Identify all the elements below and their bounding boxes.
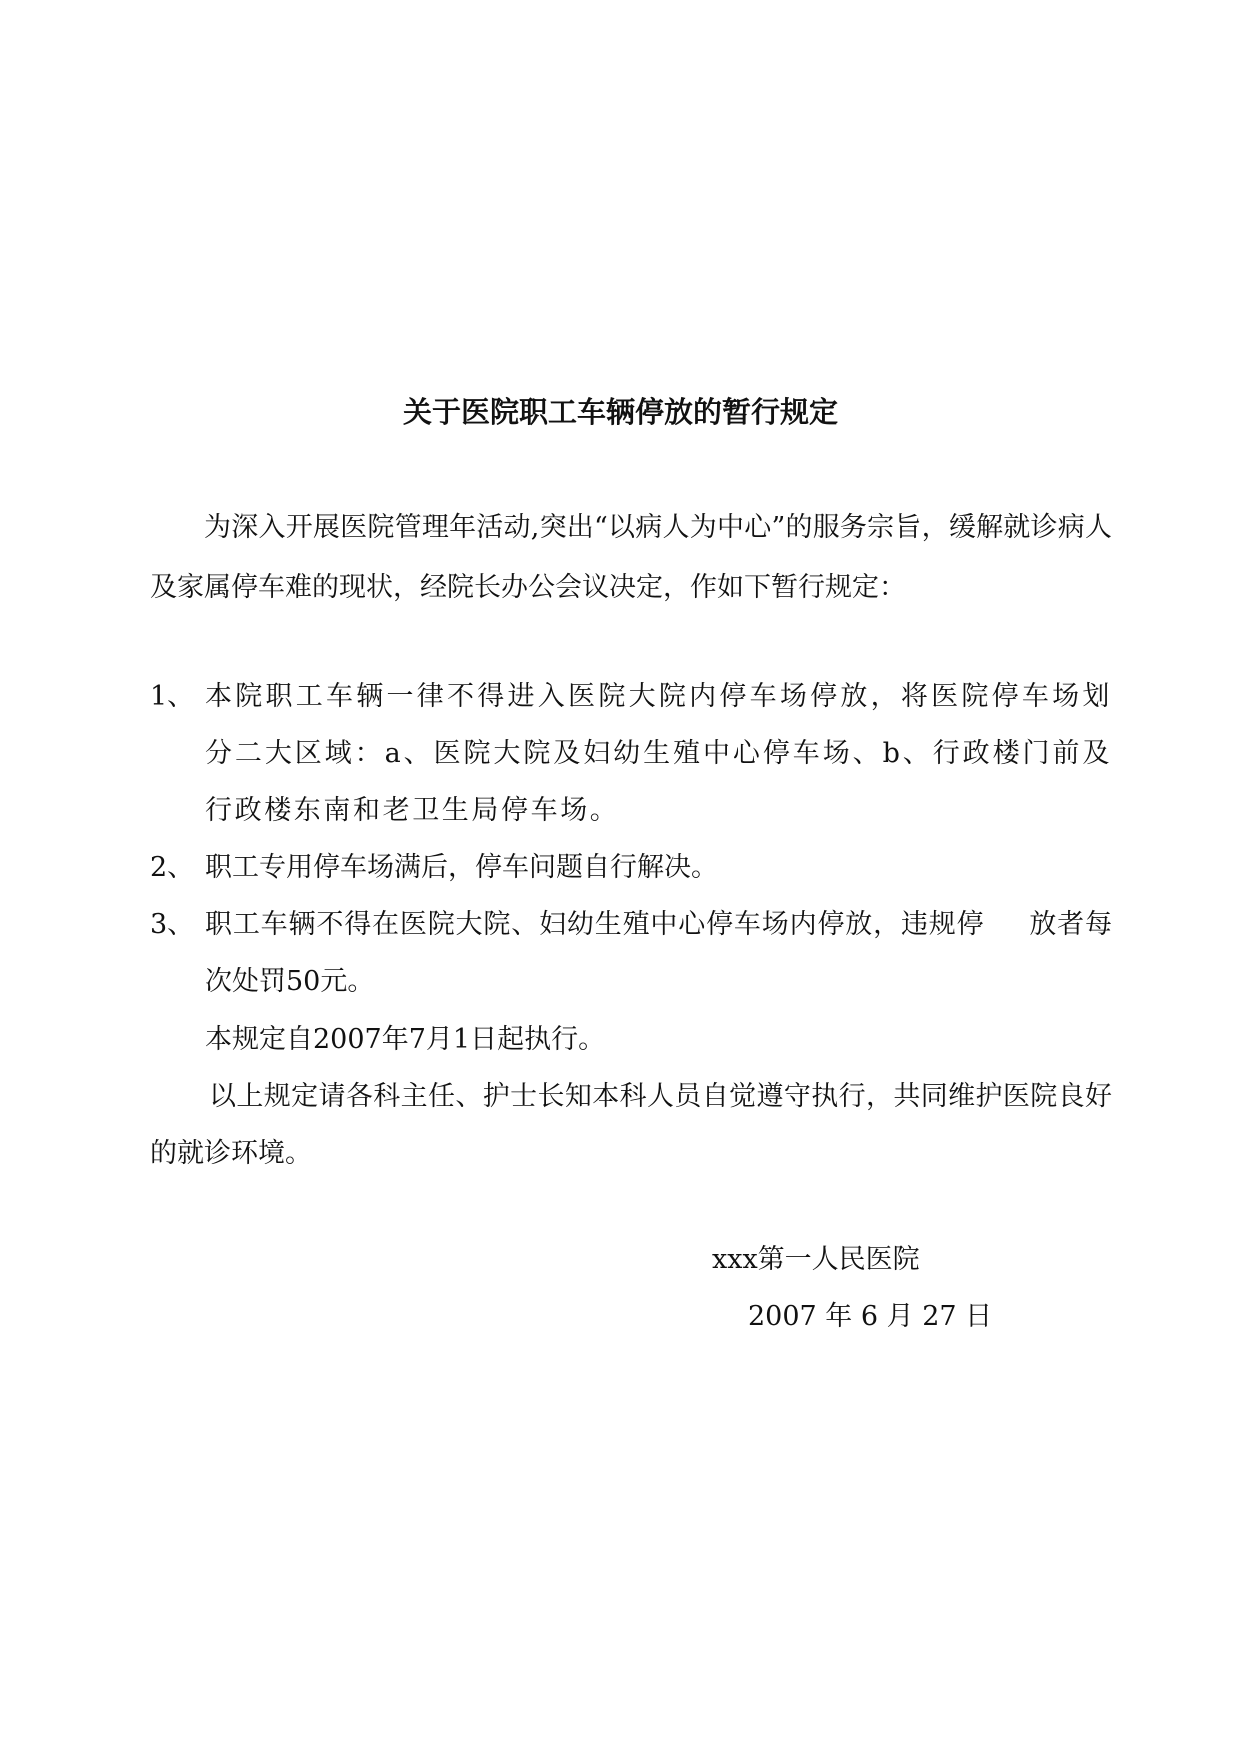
regulation-list (150, 668, 1112, 1010)
list-item-number: 3、 (150, 909, 195, 940)
list-item-text (205, 909, 1112, 997)
effective-date-line: 本规定自2007年7月1日起执行。 (205, 1024, 606, 1055)
document-title: 关于医院职工车辆停放的暂行规定 (402, 395, 838, 429)
signature-organization: xxx第一人民医院 (712, 1244, 920, 1275)
closing-paragraph: 以上规定请各科主任、护士长知本科人员自觉遵守执行，共同维护医院良好的就诊环境。 (150, 1081, 1112, 1169)
list-item (150, 668, 1112, 839)
list-item (150, 896, 1112, 1010)
list-item-text-part1: 职工车辆不得在医院大院、妇幼生殖中心停车场内停放，违规停 (205, 909, 985, 940)
list-item-number: 2、 (150, 852, 195, 883)
list-item-text: 职工专用停车场满后，停车问题自行解决。 (205, 852, 718, 883)
list-item-text-part2: 放者每次处罚50元。 (205, 909, 1113, 997)
list-item-text: 本院职工车辆一律不得进入医院大院内停车场停放，将医院停车场划分二大区域：a、医院大院及妇幼生殖中心停车场、b、行政楼门前及行政楼东南和老卫生局停车场。 (205, 681, 1112, 826)
intro-paragraph: 为深入开展医院管理年活动,突出“以病人为中心”的服务宗旨，缓解就诊病人及家属停车难的现状，经院长办公会议决定，作如下暂行规定： (150, 512, 1112, 603)
signature-date: 2007 年 6 月 27 日 (748, 1301, 993, 1332)
list-item (150, 839, 1112, 896)
list-item-number: 1、 (150, 681, 195, 712)
